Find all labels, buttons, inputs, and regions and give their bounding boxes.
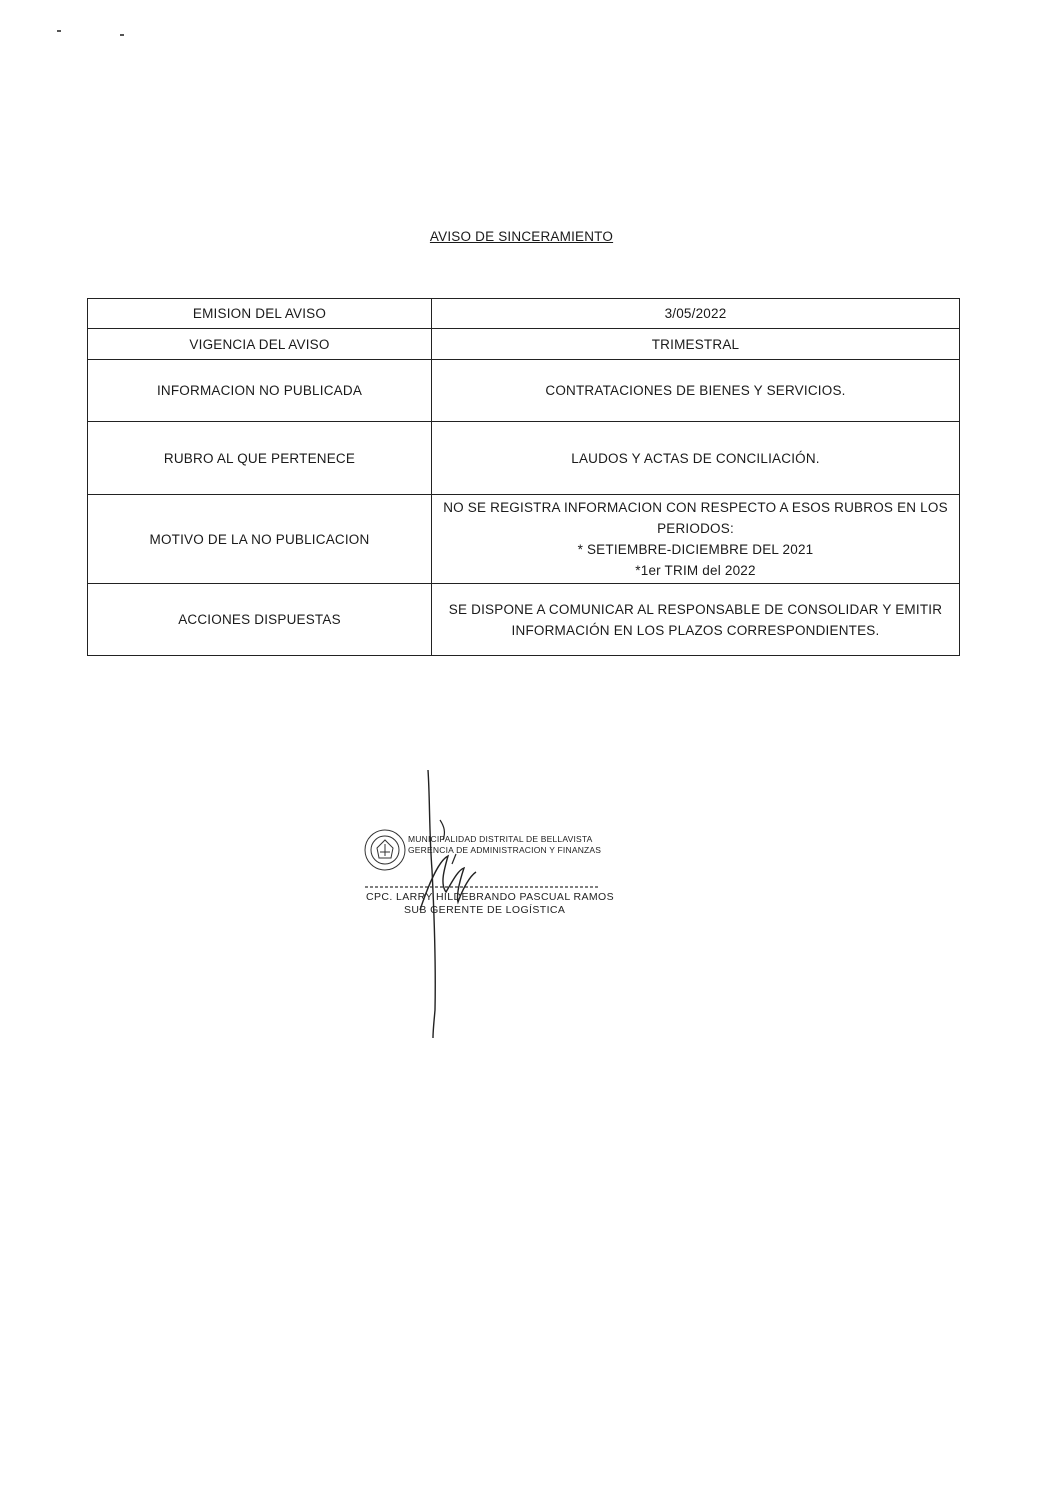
row-value [432,495,960,584]
row-label: ACCIONES DISPUESTAS [88,584,432,656]
row-value [432,360,960,422]
value-line: * SETIEMBRE-DICIEMBRE DEL 2021 [577,542,814,557]
row-label: VIGENCIA DEL AVISO [88,329,432,360]
table-row-vigencia [88,329,960,360]
value-line: *1er TRIM del 2022 [635,563,756,578]
row-label: INFORMACION NO PUBLICADA [88,360,432,422]
notice-table [87,298,960,656]
value-line: TRIMESTRAL [651,336,740,352]
document-title: AVISO DE SINCERAMIENTO [429,229,614,244]
row-label: MOTIVO DE LA NO PUBLICACION [88,495,432,584]
value-line: INFORMACIÓN EN LOS PLAZOS CORRESPONDIENTES. [511,622,880,638]
value-line: LAUDOS Y ACTAS DE CONCILIACIÓN. [571,450,820,466]
table-row-acciones [88,584,960,656]
value-line: NO SE REGISTRA INFORMACION CON RESPECTO A ESOS RUBROS EN LOS [443,500,948,515]
row-value [432,422,960,495]
row-label: RUBRO AL QUE PERTENECE [88,422,432,495]
row-value [432,584,960,656]
row-label: EMISION DEL AVISO [88,299,432,329]
signature-stamp [360,760,620,1050]
table-row-rubro [88,422,960,495]
value-line: 3/05/2022 [664,306,727,321]
value-line: SE DISPONE A COMUNICAR AL RESPONSABLE DE CONSOLIDAR Y EMITIR [448,601,943,617]
value-line: CONTRATACIONES DE BIENES Y SERVICIOS. [545,383,846,398]
stamp-line-2: GERENCIA DE ADMINISTRACION Y FINANZAS [408,845,602,855]
row-value [432,329,960,360]
scan-speck [57,30,61,32]
stamp-line-1: MUNICIPALIDAD DISTRITAL DE BELLAVISTA [408,834,593,844]
table-row-informacion [88,360,960,422]
row-value [432,299,960,329]
signer-role: SUB GERENTE DE LOGÍSTICA [404,904,566,916]
value-line: PERIODOS: [657,521,734,536]
scan-speck [120,34,124,36]
signer-name: CPC. LARRY HILDEBRANDO PASCUAL RAMOS [366,891,614,903]
municipal-seal-icon [365,830,405,870]
table-row-emision [88,299,960,329]
table-row-motivo [88,495,960,584]
